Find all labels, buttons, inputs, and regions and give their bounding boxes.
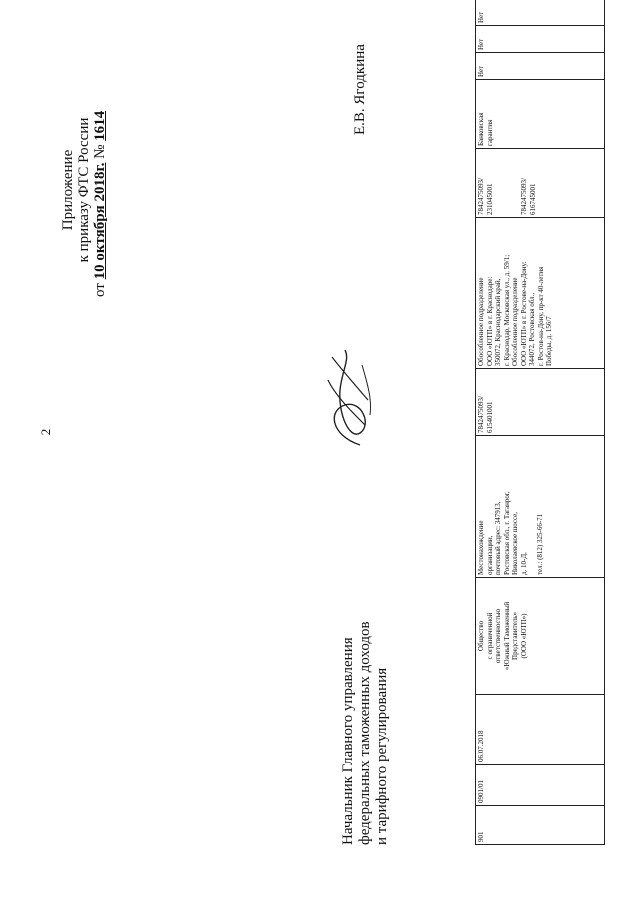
cell-location xyxy=(476,436,605,578)
org-name-line: Представитель» xyxy=(511,612,519,660)
sub-inn-line: 7842475093/ xyxy=(520,178,528,215)
subdivision-line: г. Краснодар, Московская ул., д. 59/1; xyxy=(502,254,511,366)
cell-date: 06.07.2018 xyxy=(476,695,605,765)
kpp-line: 615401001 xyxy=(485,401,494,433)
location-phone: тел.: (812) 325-66-71 xyxy=(536,513,544,575)
page-number: 2 xyxy=(38,428,53,436)
date-day: 10 xyxy=(92,264,108,280)
guarantee-line: гарантия xyxy=(485,119,494,146)
subdivision-line: Обособленное подразделение xyxy=(511,277,519,366)
date-prefix: от xyxy=(92,283,108,297)
rotated-content xyxy=(20,11,620,885)
appendix-header xyxy=(60,55,108,325)
cell-code: 901 xyxy=(476,806,605,845)
cell-subdivisions xyxy=(476,218,605,369)
org-name-line: с ограниченной xyxy=(485,612,494,660)
position-line: и тарифного регулирования xyxy=(374,667,390,845)
cell-no-1: Нет xyxy=(476,53,605,80)
subdivision-line: Обособленное подразделение xyxy=(477,277,485,366)
cell-no-2: Нет xyxy=(476,26,605,53)
location-line: Николаевское шоссе, xyxy=(511,511,519,575)
cell-org-name xyxy=(476,578,605,695)
order-number: 1614 xyxy=(92,110,108,141)
position-line: Начальник Главного управления xyxy=(340,637,356,845)
signatory-name: Е.В. Ягодкина xyxy=(352,44,368,135)
org-name-line: «Южный Таможенный xyxy=(502,601,511,671)
date-month-year: октября 2018г. xyxy=(92,162,108,265)
cell-no-3: Нет xyxy=(476,0,605,26)
subdivision-line: г. Ростов-на-Дону, пр-кт 40-летия xyxy=(536,266,545,366)
handwritten-signature xyxy=(320,335,380,455)
cell-inn-kpp xyxy=(476,369,605,436)
table-row xyxy=(476,0,605,845)
appendix-date-line xyxy=(92,55,108,325)
subdivision-line: ООО «ЮТП» в г. Ростове-на-Дону: xyxy=(519,261,528,366)
org-name-line: Общество xyxy=(477,620,485,652)
sub-inn-line: 231045001 xyxy=(485,183,494,215)
cell-subdivision-inn xyxy=(476,149,605,218)
inn-line: 7842475093/ xyxy=(477,396,485,433)
subdivision-line: Победы, д. 156/7 xyxy=(545,316,553,366)
appendix-order: к приказу ФТС России xyxy=(76,117,92,263)
sub-inn-line: 616745001 xyxy=(528,183,537,215)
location-line: почтовый адрес: 347913, xyxy=(494,501,502,575)
location-line: Местонахождение xyxy=(477,520,485,575)
subdivision-line: 344072, Ростовская обл., xyxy=(528,292,536,366)
location-line: Ростовская обл., г. Таганрог, xyxy=(502,491,511,575)
subdivision-line: 350072, Краснодарский край, xyxy=(494,278,502,366)
location-line: организации, xyxy=(485,535,494,575)
org-name-line: (ООО «ЮТП») xyxy=(519,613,528,659)
cell-guarantee xyxy=(476,80,605,149)
cell-code2: 0901/01 xyxy=(476,765,605,806)
position-line: федеральных таможенных доходов xyxy=(357,621,373,845)
location-line: д. 10-Д, xyxy=(519,552,528,575)
org-name-line: ответственностью xyxy=(494,608,502,664)
subdivision-line: ООО «ЮТП» в г. Краснодаре: xyxy=(485,276,494,366)
appendix-title: Приложение xyxy=(60,149,76,231)
sub-inn-line: 7842475093/ xyxy=(477,178,485,215)
guarantee-line: Банковская xyxy=(477,112,485,146)
number-sign: № xyxy=(92,144,108,159)
signatory-position xyxy=(340,545,391,845)
registry-table xyxy=(475,0,605,845)
